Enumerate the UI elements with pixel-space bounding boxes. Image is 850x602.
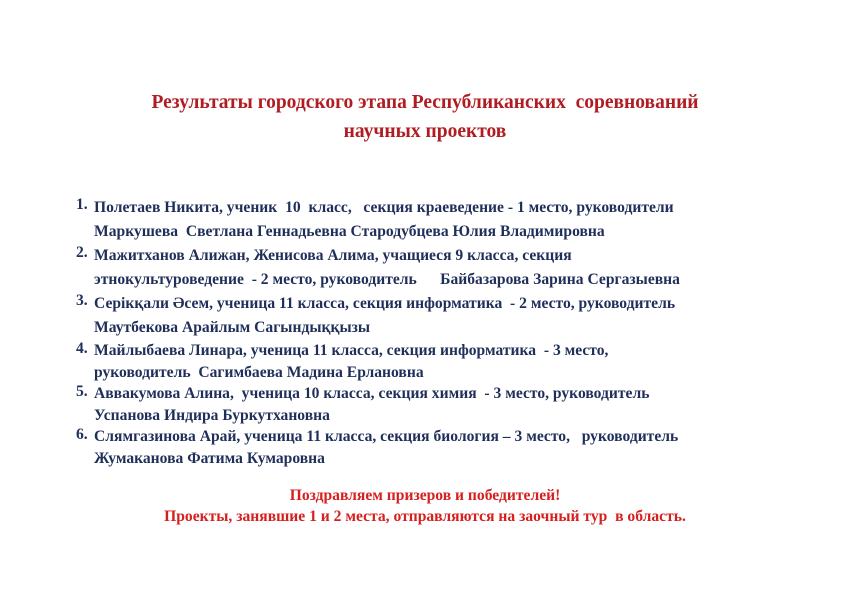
item-line-2: руководитель Сагимбаева Мадина Ерлановна [94,363,424,381]
item-number: 4. [76,340,88,357]
item-line-2: Маркушева Светлана Геннадьевна Стародубцева Юлия Владимировна [94,223,605,240]
item-line-2: этнокультуроведение - 2 место, руководитель Байбазарова Зарина Сергазыевна [94,271,680,288]
list-item [76,426,816,469]
item-number: 6. [76,426,88,443]
list-item [76,383,816,426]
item-number: 2. [76,244,88,261]
title-line-2: научных проектов [343,121,507,142]
congrats-line-1: Поздравляем призеров и победителей! [289,487,561,504]
item-number: 5. [76,383,88,400]
title-line-1: Результаты городского этапа Республиканских соревнований [151,92,699,113]
list-item [76,340,816,383]
document-title [60,88,790,146]
list-item [76,244,816,292]
list-item [76,196,816,244]
list-item [76,292,816,340]
results-list [76,196,816,469]
congratulations-note [60,485,790,527]
item-line-1: Майлыбаева Линара, ученица 11 класса, секция информатика - 3 место, [94,342,609,359]
item-line-2: Успанова Индира Буркутхановна [94,406,330,424]
item-line-1: Слямгазинова Арай, ученица 11 класса, секция биология – 3 место, руководитель [94,428,679,445]
item-line-2: Жумаканова Фатима Кумаровна [94,449,325,467]
item-line-1: Аввакумова Алина, ученица 10 класса, секция химия - 3 место, руководитель [94,385,650,402]
item-line-1: Мажитханов Алижан, Женисова Алима, учащиеся 9 класса, секция [94,247,572,264]
item-number: 3. [76,292,88,309]
item-number: 1. [76,196,88,213]
congrats-line-2: Проекты, занявшие 1 и 2 места, отправляются на заочный тур в область. [164,508,686,525]
item-line-1: Серікқали Әсем, ученица 11 класса, секция информатика - 2 место, руководитель [94,295,676,312]
item-line-1: Полетаев Никита, ученик 10 класс, секция краеведение - 1 место, руководители [94,199,674,216]
item-line-2: Маутбекова Арайлым Сагындыққызы [94,319,371,336]
